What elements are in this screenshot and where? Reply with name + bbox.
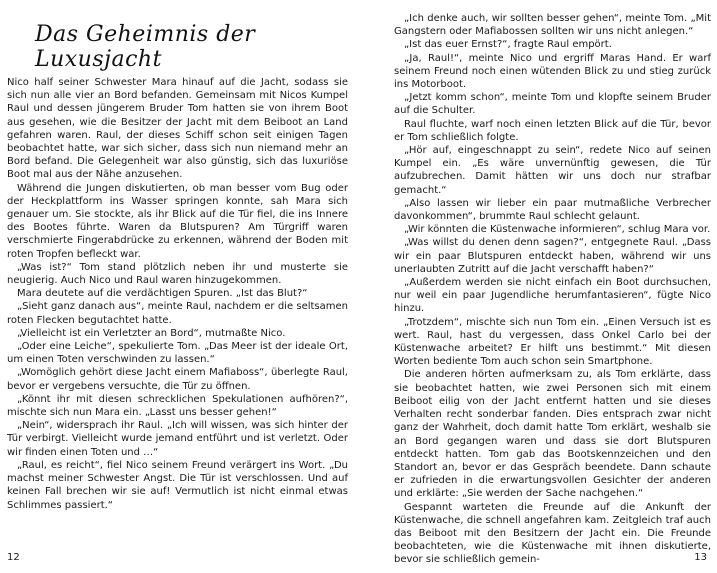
paragraph: „Oder eine Leiche“, spekulierte Tom. „Das Meer ist der ideale Ort, um einen Toten verschwinden zu lassen.“ bbox=[7, 341, 348, 366]
paragraph: Nico half seiner Schwester Mara hinauf auf die Jacht, sodass sie sich nun alle vier an Bord befanden. Gemeinsam mit Nicos Kumpel Raul und dessen jüngerem Bruder Tom hatten sie von ihrem Boot aus gesehen, wie die Besitzer der Jacht mit dem Beiboot an Land gefahren waren. Raul, der dieses Schiff schon seit einigen Tagen beobachtet hatte, war sich sicher, dass sich nun niemand mehr an Bord befand. Die Gelegenheit war also günstig, sich das luxuriöse Boot mal aus der Nähe anzusehen. bbox=[7, 77, 348, 181]
paragraph: Mara deutete auf die verdächtigen Spuren. „Ist das Blut?“ bbox=[17, 288, 308, 300]
right-page bbox=[359, 0, 717, 573]
page-number: 12 bbox=[7, 552, 20, 563]
left-page bbox=[0, 0, 358, 573]
paragraph: „Hör auf, eingeschnappt zu sein“, redete Nico auf seinen Kumpel ein. „Es wäre unvernünftig gewesen, die Tür aufzubrechen. Damit hätten wir uns doch nur strafbar gemacht.“ bbox=[394, 145, 711, 196]
paragraph: „Nein“, widersprach ihr Raul. „Ich will wissen, was sich hinter der Tür verbirgt. Vielleicht wurde jemand entführt und ist verletzt. Oder wir finden einen Toten und …“ bbox=[7, 420, 348, 458]
paragraph: „Vielleicht ist ein Verletzter an Bord“, mutmaßte Nico. bbox=[17, 327, 286, 339]
paragraph: „Außerdem werden sie nicht einfach ein Boot durchsuchen, nur weil ein paar Jugendliche herumfantasieren“, fügte Nico hinzu. bbox=[394, 277, 711, 315]
paragraph: „Womöglich gehört diese Jacht einem Mafiaboss“, überlegte Raul, bevor er vergebens versuchte, die Tür zu öffnen. bbox=[7, 367, 348, 392]
page-number: 13 bbox=[694, 552, 707, 563]
paragraph: Die anderen hörten aufmerksam zu, als Tom erklärte, dass sie beobachtet hatten, wie zwei Personen sich mit einem Beiboot eilig von der Jacht entfernt hatten und sie dieses Verhalten recht sonderbar fanden. Dies entsprach zwar nicht ganz der Wahrheit, doch damit hatte Tom erklärt, weshalb sie an Bord gegangen waren und dass sie dort Blutspuren entdeckt hatten. Tom gab das Bootskennzeichen und den Standort an, bevor er das Gespräch beendete. Dann schaute er zufrieden in die erwartungsvollen Gesichter der anderen und erklärte: „Sie werden der Sache nachgehen.“ bbox=[394, 369, 711, 500]
paragraph: Raul fluchte, warf noch einen letzten Blick auf die Tür, bevor er Tom schließlich folgte. bbox=[394, 118, 711, 143]
paragraph: Während die Jungen diskutierten, ob man besser vom Bug oder der Heckplattform ins Wasser springen konnte, sah Mara sich genauer um. Sie stockte, als ihr Blick auf die Tür fiel, die ins Innere des Bootes führte. Waren da Blutspuren? Am Türgriff waren verschmierte Fingerabdrücke zu erkennen, während der Boden mit roten Tropfen befleckt war. bbox=[7, 182, 348, 260]
paragraph: „Ja, Raul!“, meinte Nico und ergriff Maras Hand. Er warf seinem Freund noch einen wütenden Blick zu und stieg zurück ins Motorboot. bbox=[394, 52, 711, 91]
paragraph: „Raul, es reicht“, fiel Nico seinem Freund verärgert ins Wort. „Du machst meiner Schwester Angst. Die Tür ist verschlossen. Und auf keinen Fall brechen wir sie auf! Vermutlich ist nicht einmal etwas Schlimmes passiert.“ bbox=[7, 459, 348, 511]
paragraph: „Was willst du denen denn sagen?“, entgegnete Raul. „Dass wir ein paar Blutspuren entdeckt haben, während wir uns unerlaubten Zutritt auf die Jacht verschafft haben?“ bbox=[394, 237, 711, 275]
paragraph: „Wir könnten die Küstenwache informieren“, schlug Mara vor. bbox=[404, 224, 711, 236]
paragraph: „Was ist?“ Tom stand plötzlich neben ihr und musterte sie neugierig. Auch Nico und Raul waren hinzugekommen. bbox=[7, 261, 348, 287]
paragraph: „Trotzdem“, mischte sich nun Tom ein. „Einen Versuch ist es wert. Raul, hast du vergessen, dass Onkel Carlo bei der Küstenwache arbeitet? Er hilft uns bestimmt.“ Mit diesen Worten bediente Tom auch schon sein Smartphone. bbox=[394, 316, 711, 368]
paragraph: „Ich denke auch, wir sollten besser gehen“, meinte Tom. „Mit Gangstern oder Mafiabossen sollten wir uns nicht anlegen.“ bbox=[394, 13, 711, 38]
paragraph: „Sieht ganz danach aus“, meinte Raul, nachdem er die seltsamen roten Flecken begutachtet hatte. bbox=[7, 301, 348, 326]
paragraph: „Könnt ihr mit diesen schrecklichen Spekulationen aufhören?“, mischte sich nun Mara ein. „Lasst uns besser gehen!“ bbox=[7, 393, 348, 419]
paragraph: „Also lassen wir lieber ein paar mutmaßliche Verbrecher davonkommen“, brummte Raul schlecht gelaunt. bbox=[394, 197, 711, 223]
paragraph: Gespannt warteten die Freunde auf die Ankunft der Küstenwache, die schnell angefahren kam. Zeitgleich traf auch das Beiboot mit den Besitzern der Jacht ein. Die Freunde beobachteten, wie die Küstenwache mit ihnen diskutierte, bevor sie schließlich gemein- bbox=[394, 501, 711, 566]
paragraph: „Jetzt komm schon“, meinte Tom und klopfte seinem Bruder auf die Schulter. bbox=[394, 92, 711, 117]
chapter-title: Das Geheimnis der Luxusjacht bbox=[35, 22, 256, 72]
paragraph: „Ist das euer Ernst?“, fragte Raul empört. bbox=[404, 39, 612, 51]
